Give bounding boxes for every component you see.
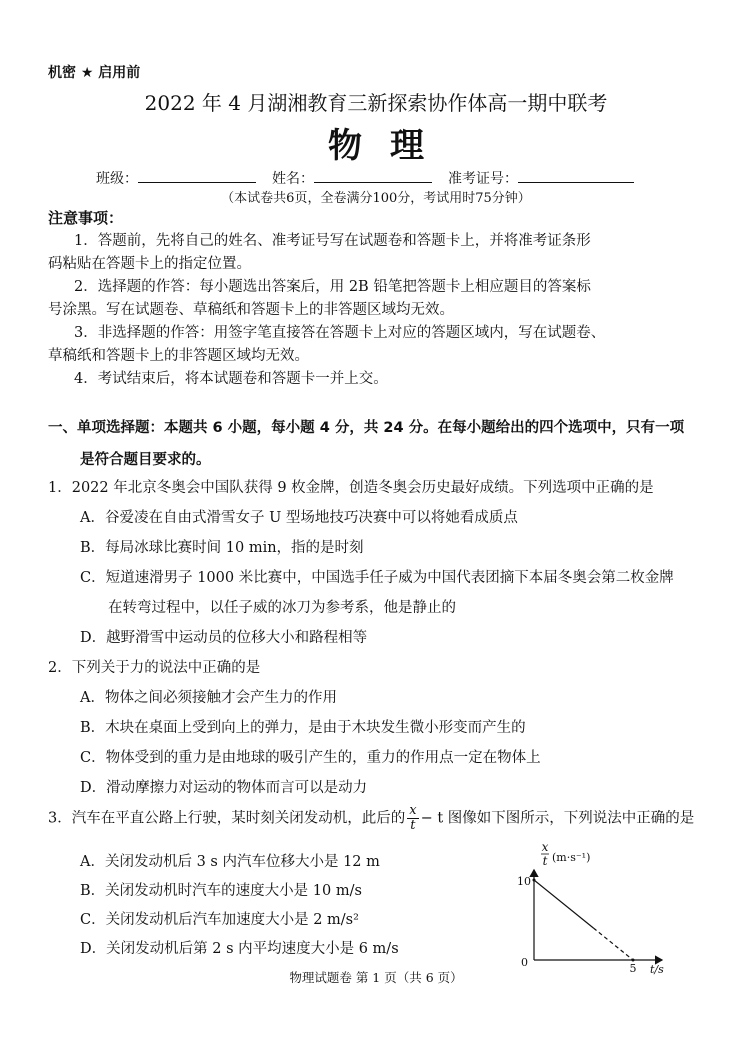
notice-item: 码粘贴在答题卡上的指定位置。	[48, 256, 251, 272]
question-3-option-c: C．关闭发动机后汽车加速度大小是 2 m/s²	[80, 912, 359, 928]
name-blank	[314, 168, 432, 183]
vt-graph	[514, 840, 674, 975]
id-field	[448, 168, 634, 188]
question-3-option-d: D．关闭发动机后第 2 s 内平均速度大小是 6 m/s	[80, 941, 399, 957]
question-3-option-a: A．关闭发动机后 3 s 内汽车位移大小是 12 m	[80, 854, 380, 870]
origin-label: 0	[521, 956, 528, 969]
graph-line-solid	[534, 880, 593, 928]
id-blank	[518, 168, 634, 183]
section-heading	[48, 412, 708, 476]
question-1-option-c: C．短道速滑男子 1000 米比赛中，中国选手任子威为中国代表团摘下本届冬奥会第二枚金牌	[80, 570, 674, 586]
notice-heading: 注意事项：	[48, 209, 124, 227]
fraction-numerator: x	[409, 803, 417, 818]
exam-title: 2022 年 4 月湖湘教育三新探索协作体高一期中联考	[144, 91, 608, 115]
question-1-option-d: D．越野滑雪中运动员的位移大小和路程相等	[80, 630, 368, 646]
question-3-stem	[48, 804, 694, 833]
question-2-option-d: D．滑动摩擦力对运动的物体而言可以是动力	[80, 780, 368, 796]
question-1-stem: 1．2022 年北京冬奥会中国队获得 9 枚金牌，创造冬奥会历史最好成绩。下列选项中正确的是	[48, 480, 654, 496]
question-2-option-a: A．物体之间必须接触才会产生力的作用	[80, 690, 337, 706]
question-3-stem-pre: 3．汽车在平直公路上行驶，某时刻关闭发动机，此后的	[48, 810, 406, 827]
data-point	[632, 959, 635, 962]
name-label: 姓名：	[272, 171, 314, 187]
question-3-option-b: B．关闭发动机时汽车的速度大小是 10 m/s	[80, 883, 362, 899]
subject-title: 物理	[328, 126, 452, 166]
notice-item: 2．选择题的作答：每小题选出答案后，用 2B 铅笔把答题卡上相应题目的答案标	[74, 279, 591, 295]
section-heading-line2: 是符合题目要求的。	[80, 452, 211, 468]
page-footer: 物理试题卷 第 1 页（共 6 页）	[289, 970, 463, 985]
notice-item: 3．非选择题的作答：用签字笔直接答在答题卡上对应的答题区域内，写在试题卷、	[74, 325, 606, 341]
name-field	[272, 168, 432, 188]
notice-item: 1．答题前，先将自己的姓名、准考证号写在试题卷和答题卡上，并将准考证条形	[74, 233, 591, 249]
question-3-fraction	[407, 804, 418, 833]
section-heading-line1: 一、单项选择题：本题共 6 小题，每小题 4 分，共 24 分。在每小题给出的四个选项中，只有一项	[48, 420, 685, 436]
class-label: 班级：	[96, 171, 138, 187]
fraction-denominator: t	[410, 818, 416, 833]
question-3-stem-post: − t 图像如下图所示，下列说法中正确的是	[420, 810, 695, 827]
question-1-option-a: A．谷爱凌在自由式滑雪女子 U 型场地技巧决赛中可以将她看成质点	[80, 510, 518, 526]
confidential-label: 机密 ★ 启用前	[48, 65, 141, 81]
notice-item: 号涂黑。写在试题卷、草稿纸和答题卡上的非答题区域均无效。	[48, 302, 454, 318]
id-label: 准考证号：	[448, 171, 518, 187]
y-axis-frac-num: x	[541, 840, 549, 854]
y-axis-frac-den: t	[542, 854, 548, 868]
question-2-option-c: C．物体受到的重力是由地球的吸引产生的，重力的作用点一定在物体上	[80, 750, 541, 766]
question-1-option-c-cont: 在转弯过程中，以任子威的冰刀为参考系，他是静止的	[108, 600, 456, 616]
notice-item: 草稿纸和答题卡上的非答题区域均无效。	[48, 348, 309, 364]
data-point	[533, 879, 536, 882]
graph-line-dashed	[593, 928, 633, 960]
exam-note: （本试卷共6页，全卷满分100分，考试用时75分钟）	[221, 191, 531, 206]
class-blank	[138, 168, 256, 183]
y-tick-label: 10	[517, 875, 531, 888]
question-1-option-b: B．每局冰球比赛时间 10 min，指的是时刻	[80, 540, 364, 556]
y-axis-unit: (m·s⁻¹)	[552, 851, 591, 864]
notice-item: 4．考试结束后，将本试题卷和答题卡一并上交。	[74, 371, 388, 387]
question-2-stem: 2．下列关于力的说法中正确的是	[48, 660, 261, 676]
question-2-option-b: B．木块在桌面上受到向上的弹力，是由于木块发生微小形变而产生的	[80, 720, 526, 736]
x-tick-label: 5	[629, 962, 637, 975]
x-axis-label: t/s	[650, 963, 664, 975]
class-field	[96, 168, 256, 188]
